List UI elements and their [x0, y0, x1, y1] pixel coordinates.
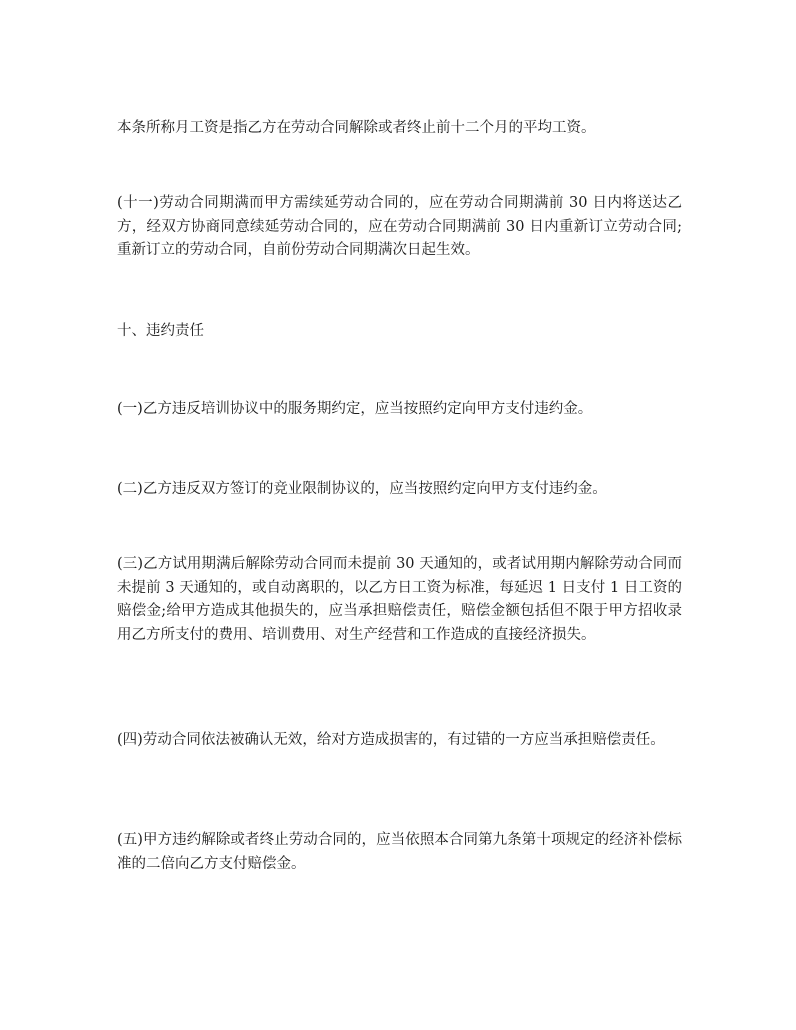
paragraph-training-service-period: (一)乙方违反培训协议中的服务期约定，应当按照约定向甲方支付违约金。 [117, 401, 593, 417]
paragraph-resignation-notice: (三)乙方试用期满后解除劳动合同而未提前 30 天通知的，或者试用期内解除劳动合同而未提前 3 天通知的，或自动离职的，以乙方日工资为标准，每延迟 1 日支付 1 日工资的赔偿金;给甲方造成其他损失的，应当承担赔偿责任，赔偿金额包括但不限于甲方招收录用乙方所支付的费用、培训费用、对生产经营和工作造成的直接经济损失。 [117, 556, 682, 643]
paragraph-invalid-contract: (四)劳动合同依法被确认无效，给对方造成损害的，有过错的一方应当承担赔偿责任。 [117, 732, 665, 748]
section-heading-breach-liability: 十、违约责任 [117, 323, 204, 339]
paragraph-non-compete: (二)乙方违反双方签订的竞业限制协议的，应当按照约定向甲方支付违约金。 [117, 481, 607, 497]
paragraph-monthly-wage-definition: 本条所称月工资是指乙方在劳动合同解除或者终止前十二个月的平均工资。 [117, 120, 596, 136]
paragraph-contract-renewal: (十一)劳动合同期满而甲方需续延劳动合同的，应在劳动合同期满前 30 日内将送达乙方，经双方协商同意续延劳动合同的，应在劳动合同期满前 30 日内重新订立劳动合同;重新订立的劳动合同，自前份劳动合同期满次日起生效。 [117, 195, 682, 258]
paragraph-employer-breach: (五)甲方违约解除或者终止劳动合同的，应当依照本合同第九条第十项规定的经济补偿标准的二倍向乙方支付赔偿金。 [117, 832, 682, 872]
